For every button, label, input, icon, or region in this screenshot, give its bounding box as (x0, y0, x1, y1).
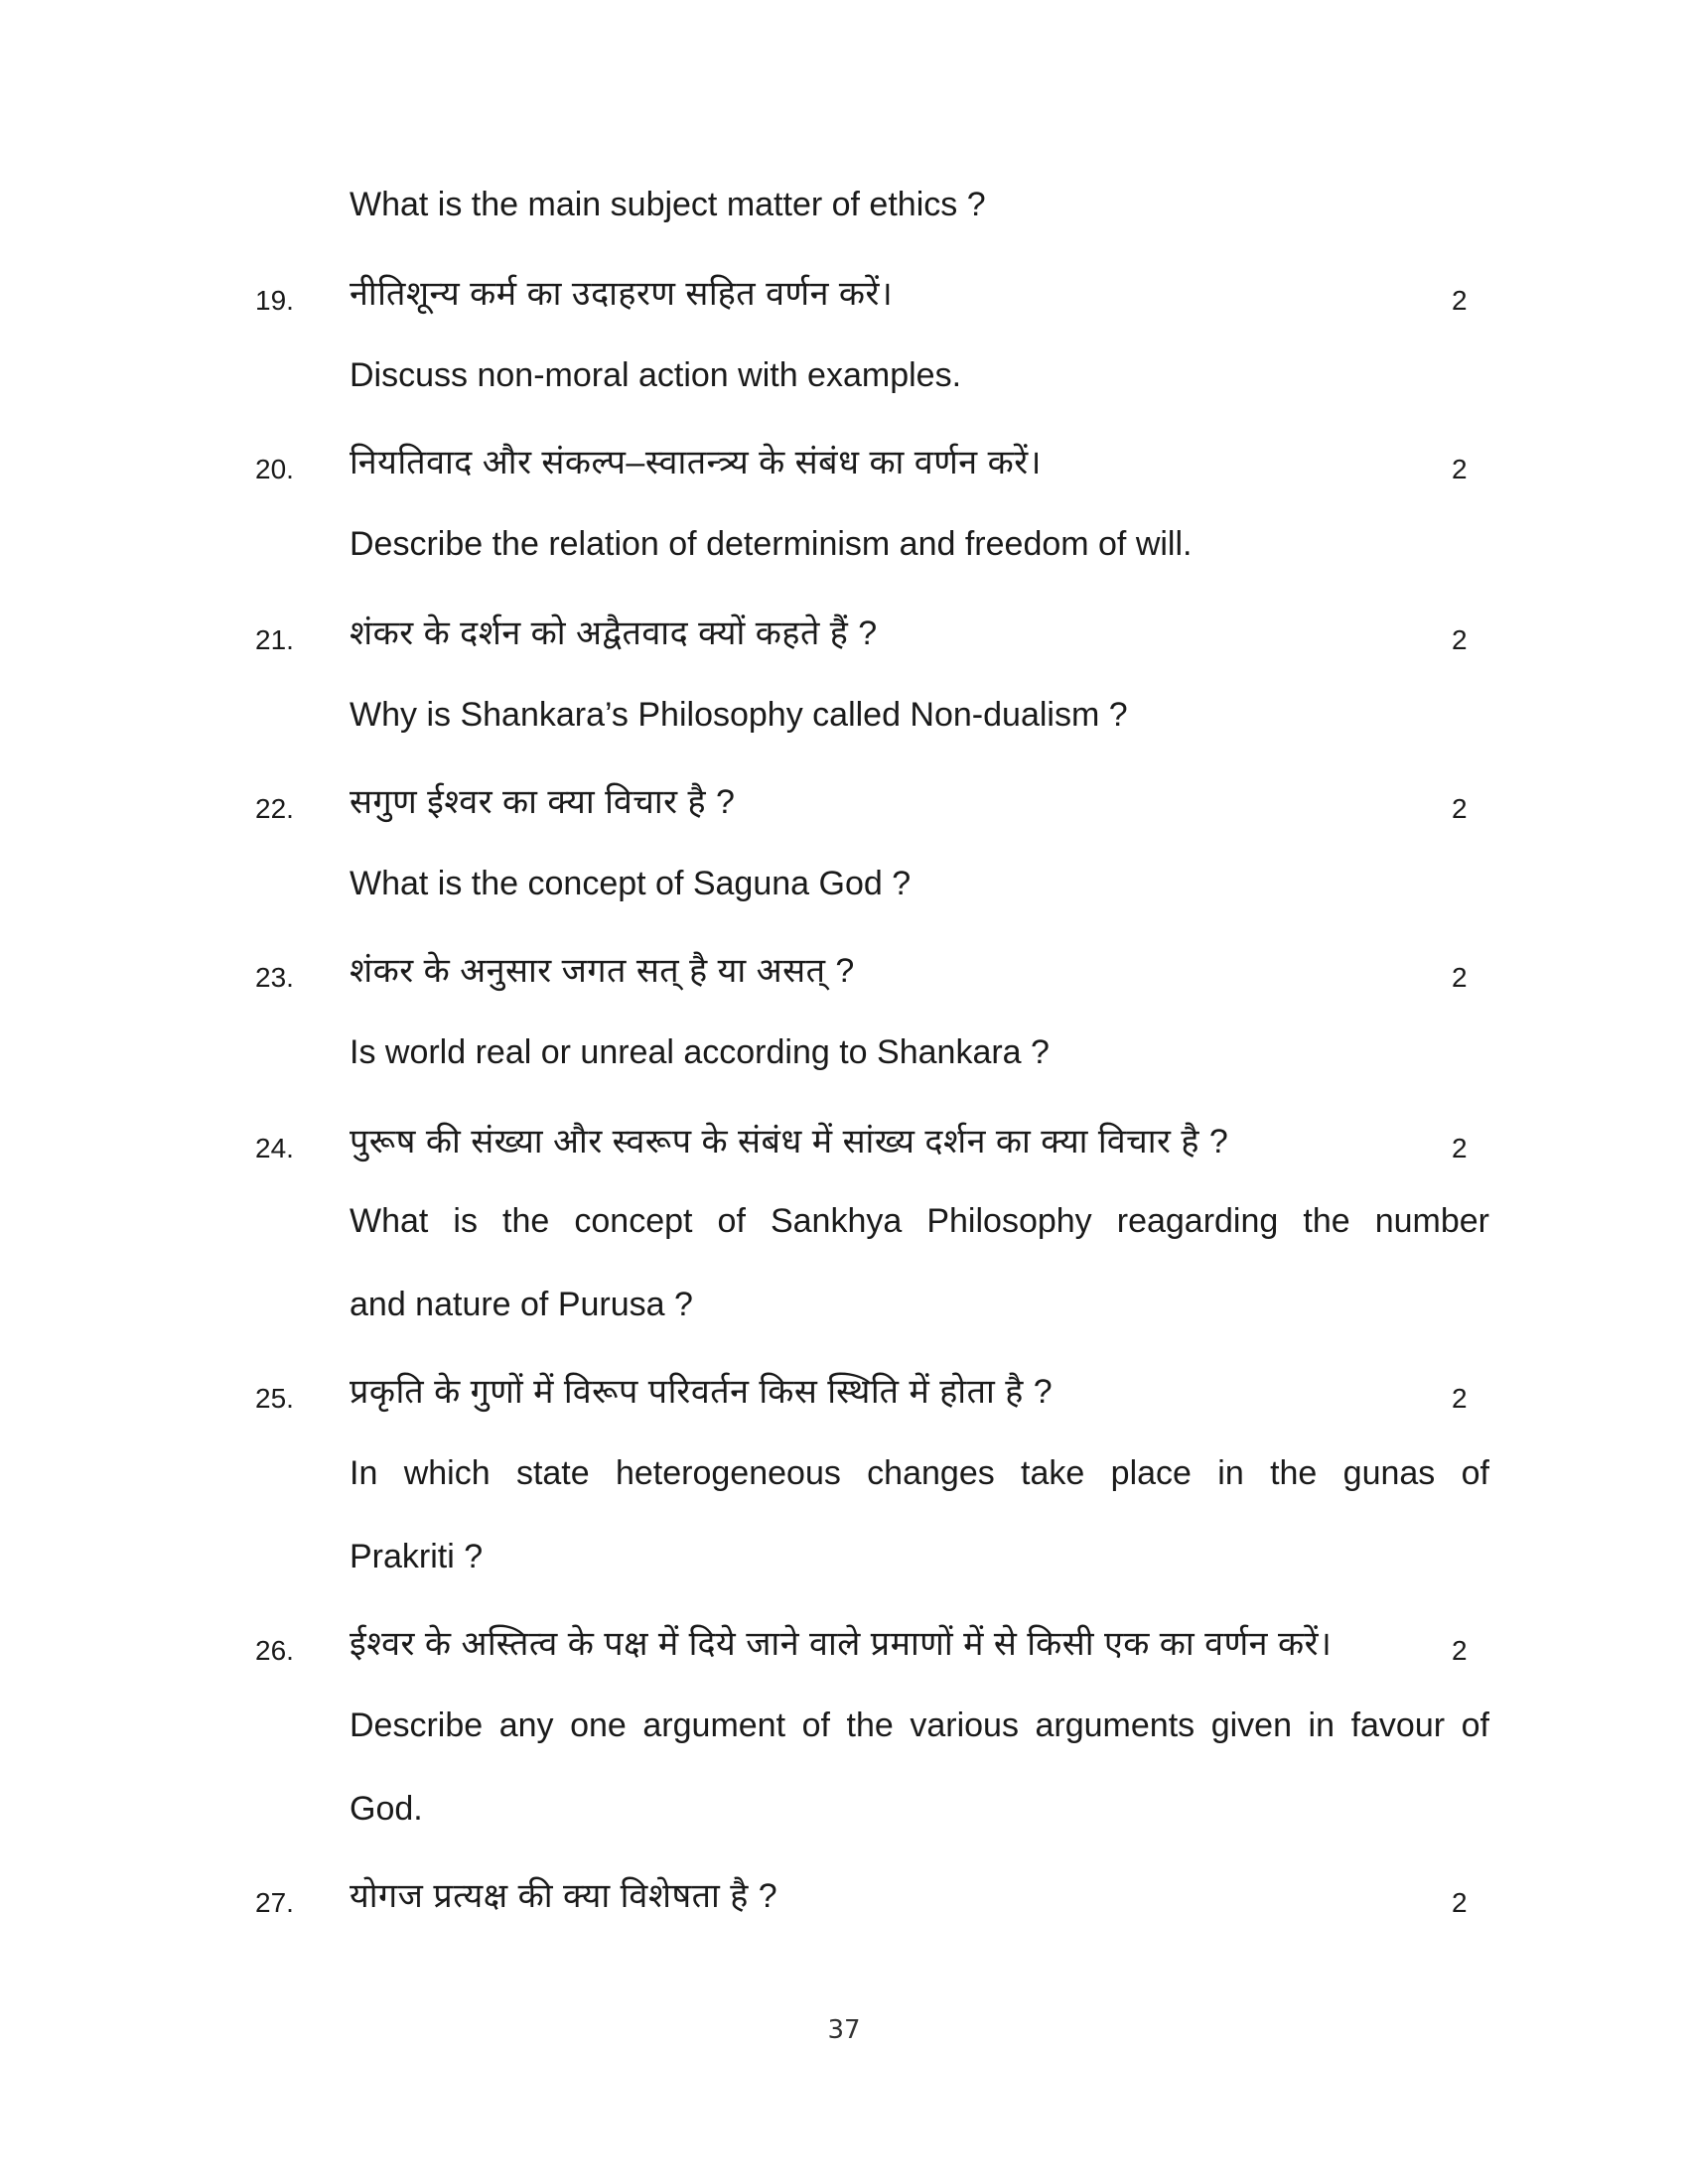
question-hindi-text: सगुण ईश्वर का क्या विचार है ? (350, 783, 736, 821)
question-marks: 2 (1452, 962, 1468, 993)
question-marks: 2 (1452, 1133, 1468, 1163)
question-number: 25. (255, 1383, 294, 1414)
page-number: 37 (827, 2015, 861, 2045)
question-marks: 2 (1452, 624, 1468, 655)
question-24-english-line-2: and nature of Purusa ? (350, 1286, 693, 1323)
question-20-hindi-row (0, 437, 1688, 496)
question-hindi-text: ईश्वर के अस्तित्व के पक्ष में दिये जाने वाले प्रमाणों में से किसी एक का वर्णन करें। (350, 1625, 1333, 1663)
question-number: 20. (255, 454, 294, 484)
question-26-hindi-row (0, 1618, 1688, 1678)
question-24-hindi-row (0, 1116, 1688, 1175)
question-hindi-text: शंकर के दर्शन को अद्वैतवाद क्यों कहते हैं ? (350, 614, 878, 652)
question-marks: 2 (1452, 285, 1468, 316)
question-26-english-line-1: Describe any one argument of the various arguments given in favour of (350, 1706, 1489, 1744)
question-marks: 2 (1452, 1887, 1468, 1918)
question-marks: 2 (1452, 454, 1468, 484)
question-24-english-line-1: What is the concept of Sankhya Philosophy reagarding the number (350, 1202, 1489, 1240)
question-marks: 2 (1452, 1383, 1468, 1414)
question-19-hindi-row (0, 268, 1688, 328)
question-marks: 2 (1452, 1635, 1468, 1666)
question-27-hindi-row (0, 1870, 1688, 1930)
question-hindi-text: नियतिवाद और संकल्प–स्वातन्त्र्य के संबंध का वर्णन करें। (350, 444, 1043, 481)
question-22-hindi-row (0, 776, 1688, 836)
question-21-english: Why is Shankara’s Philosophy called Non-dualism ? (350, 696, 1128, 734)
question-18-english: What is the main subject matter of ethics ? (350, 186, 986, 223)
question-23-english: Is world real or unreal according to Shankara ? (350, 1033, 1050, 1071)
question-marks: 2 (1452, 793, 1468, 824)
question-number: 19. (255, 285, 294, 316)
question-26-english-line-2: God. (350, 1790, 423, 1828)
question-hindi-text: योगज प्रत्यक्ष की क्या विशेषता है ? (350, 1877, 778, 1915)
question-hindi-text: प्रकृति के गुणों में विरूप परिवर्तन किस स्थिति में होता है ? (350, 1373, 1054, 1411)
question-number: 27. (255, 1887, 294, 1918)
question-20-english: Describe the relation of determinism and freedom of will. (350, 525, 1193, 563)
question-hindi-text: नीतिशून्य कर्म का उदाहरण सहित वर्णन करें। (350, 275, 894, 313)
question-number: 21. (255, 624, 294, 655)
question-number: 23. (255, 962, 294, 993)
question-19-english: Discuss non-moral action with examples. (350, 356, 962, 394)
question-hindi-text: पुरूष की संख्या और स्वरूप के संबंध में सांख्य दर्शन का क्या विचार है ? (350, 1123, 1229, 1160)
question-21-hindi-row (0, 608, 1688, 667)
question-22-english: What is the concept of Saguna God ? (350, 865, 912, 902)
question-25-english-line-1: In which state heterogeneous changes take place in the gunas of (350, 1454, 1489, 1492)
question-23-hindi-row (0, 945, 1688, 1005)
question-hindi-text: शंकर के अनुसार जगत सत् है या असत् ? (350, 952, 855, 990)
question-25-english-line-2: Prakriti ? (350, 1538, 484, 1575)
question-number: 24. (255, 1133, 294, 1163)
question-number: 26. (255, 1635, 294, 1666)
question-number: 22. (255, 793, 294, 824)
question-25-hindi-row (0, 1366, 1688, 1426)
